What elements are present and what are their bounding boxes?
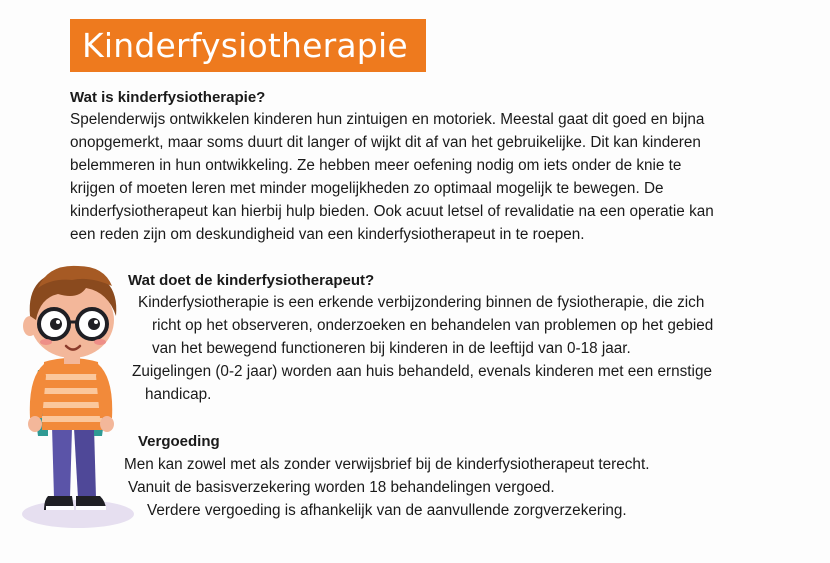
- child-with-glasses-illustration: [8, 258, 136, 538]
- paragraph-line: Spelenderwijs ontwikkelen kinderen hun zintuigen en motoriek. Meestal gaat dit goed en bijna: [70, 111, 705, 128]
- paragraph-line: Men kan zowel met als zonder verwijsbrief bij de kinderfysiotherapeut terecht.: [124, 456, 650, 473]
- paragraph-line: Kinderfysiotherapie is een erkende verbijzondering binnen de fysiotherapie, die zich: [138, 294, 705, 311]
- paragraph-line: Verdere vergoeding is afhankelijk van de aanvullende zorgverzekering.: [147, 502, 627, 519]
- section-heading-reimbursement: Vergoeding: [138, 433, 220, 450]
- paragraph-line: Zuigelingen (0-2 jaar) worden aan huis behandeld, evenals kinderen met een ernstige: [132, 363, 712, 380]
- title-banner: [70, 19, 426, 72]
- page-title: Kinderfysiotherapie: [82, 26, 408, 65]
- paragraph-line: onopgemerkt, maar soms duurt dit langer of wijkt dit af van het gebruikelijke. Dit kan kinderen: [70, 134, 701, 151]
- paragraph-line: van het bewegend functioneren bij kinderen in de leeftijd van 0-18 jaar.: [152, 340, 631, 357]
- paragraph-line: richt op het observeren, onderzoeken en behandelen van problemen op het gebied: [152, 317, 714, 334]
- section-heading-what-is: Wat is kinderfysiotherapie?: [70, 89, 266, 106]
- paragraph-line: handicap.: [145, 386, 212, 403]
- section-heading-what-does: Wat doet de kinderfysiotherapeut?: [128, 272, 375, 289]
- paragraph-line: krijgen of moeten leren met minder mogelijkheden zo optimaal mogelijk te bewegen. De: [70, 180, 664, 197]
- paragraph-line: kinderfysiotherapeut kan hierbij hulp bieden. Ook acuut letsel of revalidatie na een operatie kan: [70, 203, 714, 220]
- paragraph-line: belemmeren in hun ontwikkeling. Ze hebben meer oefening nodig om iets onder de knie te: [70, 157, 682, 174]
- paragraph-line: Vanuit de basisverzekering worden 18 behandelingen vergoed.: [128, 479, 555, 496]
- paragraph-line: een reden zijn om deskundigheid van een kinderfysiotherapeut in te roepen.: [70, 226, 585, 243]
